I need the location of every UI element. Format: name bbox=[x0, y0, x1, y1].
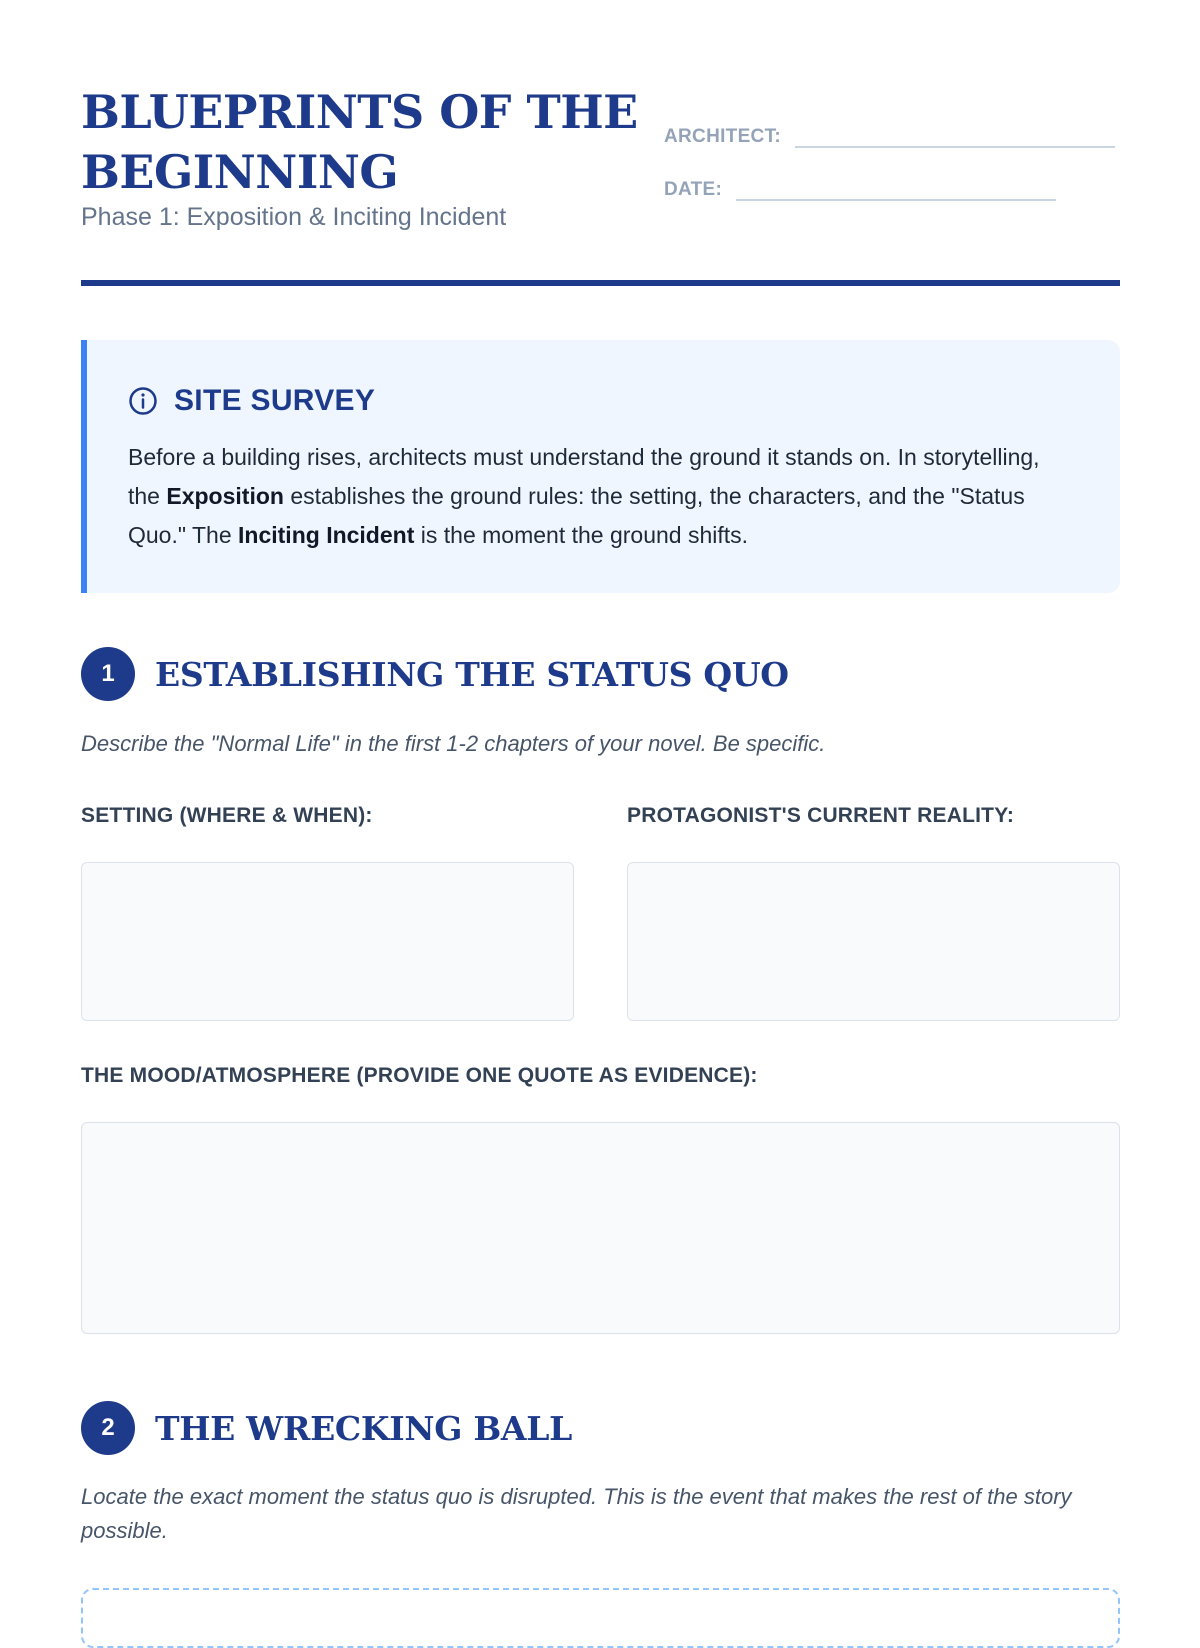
mood-label: THE MOOD/ATMOSPHERE (PROVIDE ONE QUOTE AS EVIDENCE): bbox=[81, 1064, 758, 1087]
header-divider bbox=[81, 280, 1120, 286]
worksheet-title: BLUEPRINTS OF THE BEGINNING bbox=[81, 85, 638, 199]
callout-text-3: is the moment the ground shifts. bbox=[414, 522, 749, 548]
setting-label: SETTING (WHERE & WHEN): bbox=[81, 804, 373, 827]
callout-bold-inciting: Inciting Incident bbox=[238, 522, 415, 548]
worksheet-subtitle: Phase 1: Exposition & Inciting Incident bbox=[81, 203, 507, 231]
section-1-badge: 1 bbox=[81, 647, 135, 701]
callout-text-1: Before a building rises, architects must understand the ground it stands on. In storytelling, the bbox=[128, 444, 1040, 509]
architect-field bbox=[664, 120, 1115, 148]
section-2-title: THE WRECKING BALL bbox=[155, 1408, 573, 1448]
section-1-instructions: Describe the "Normal Life" in the first 1-2 chapters of your novel. Be specific. bbox=[81, 731, 826, 756]
mood-answer-box[interactable] bbox=[81, 1122, 1120, 1334]
callout-bold-exposition: Exposition bbox=[166, 483, 284, 509]
site-survey-callout bbox=[81, 340, 1120, 593]
callout-body bbox=[128, 438, 1058, 555]
date-label: DATE: bbox=[664, 179, 723, 200]
section-2-header bbox=[81, 1401, 572, 1455]
architect-label: ARCHITECT: bbox=[664, 126, 781, 147]
wrecking-ball-answer-box[interactable] bbox=[81, 1588, 1120, 1648]
setting-answer-box[interactable] bbox=[81, 862, 574, 1021]
section-1-header bbox=[81, 647, 789, 701]
date-input-line[interactable] bbox=[736, 173, 1056, 201]
protagonist-answer-box[interactable] bbox=[627, 862, 1120, 1021]
worksheet-page bbox=[81, 0, 1120, 1600]
date-field bbox=[664, 173, 1056, 201]
section-1-title: ESTABLISHING THE STATUS QUO bbox=[155, 654, 789, 694]
callout-text-2: establishes the ground rules: the setting, the characters, and the "Status Quo." The bbox=[128, 483, 1025, 548]
protagonist-label: PROTAGONIST'S CURRENT REALITY: bbox=[627, 804, 1015, 827]
callout-title: SITE SURVEY bbox=[174, 384, 376, 417]
section-2-instructions: Locate the exact moment the status quo is disrupted. This is the event that makes the rest of the story possible. bbox=[81, 1484, 1072, 1543]
section-2-badge: 2 bbox=[81, 1401, 135, 1455]
architect-input-line[interactable] bbox=[795, 120, 1115, 148]
info-icon bbox=[128, 386, 158, 416]
callout-header bbox=[128, 384, 375, 418]
